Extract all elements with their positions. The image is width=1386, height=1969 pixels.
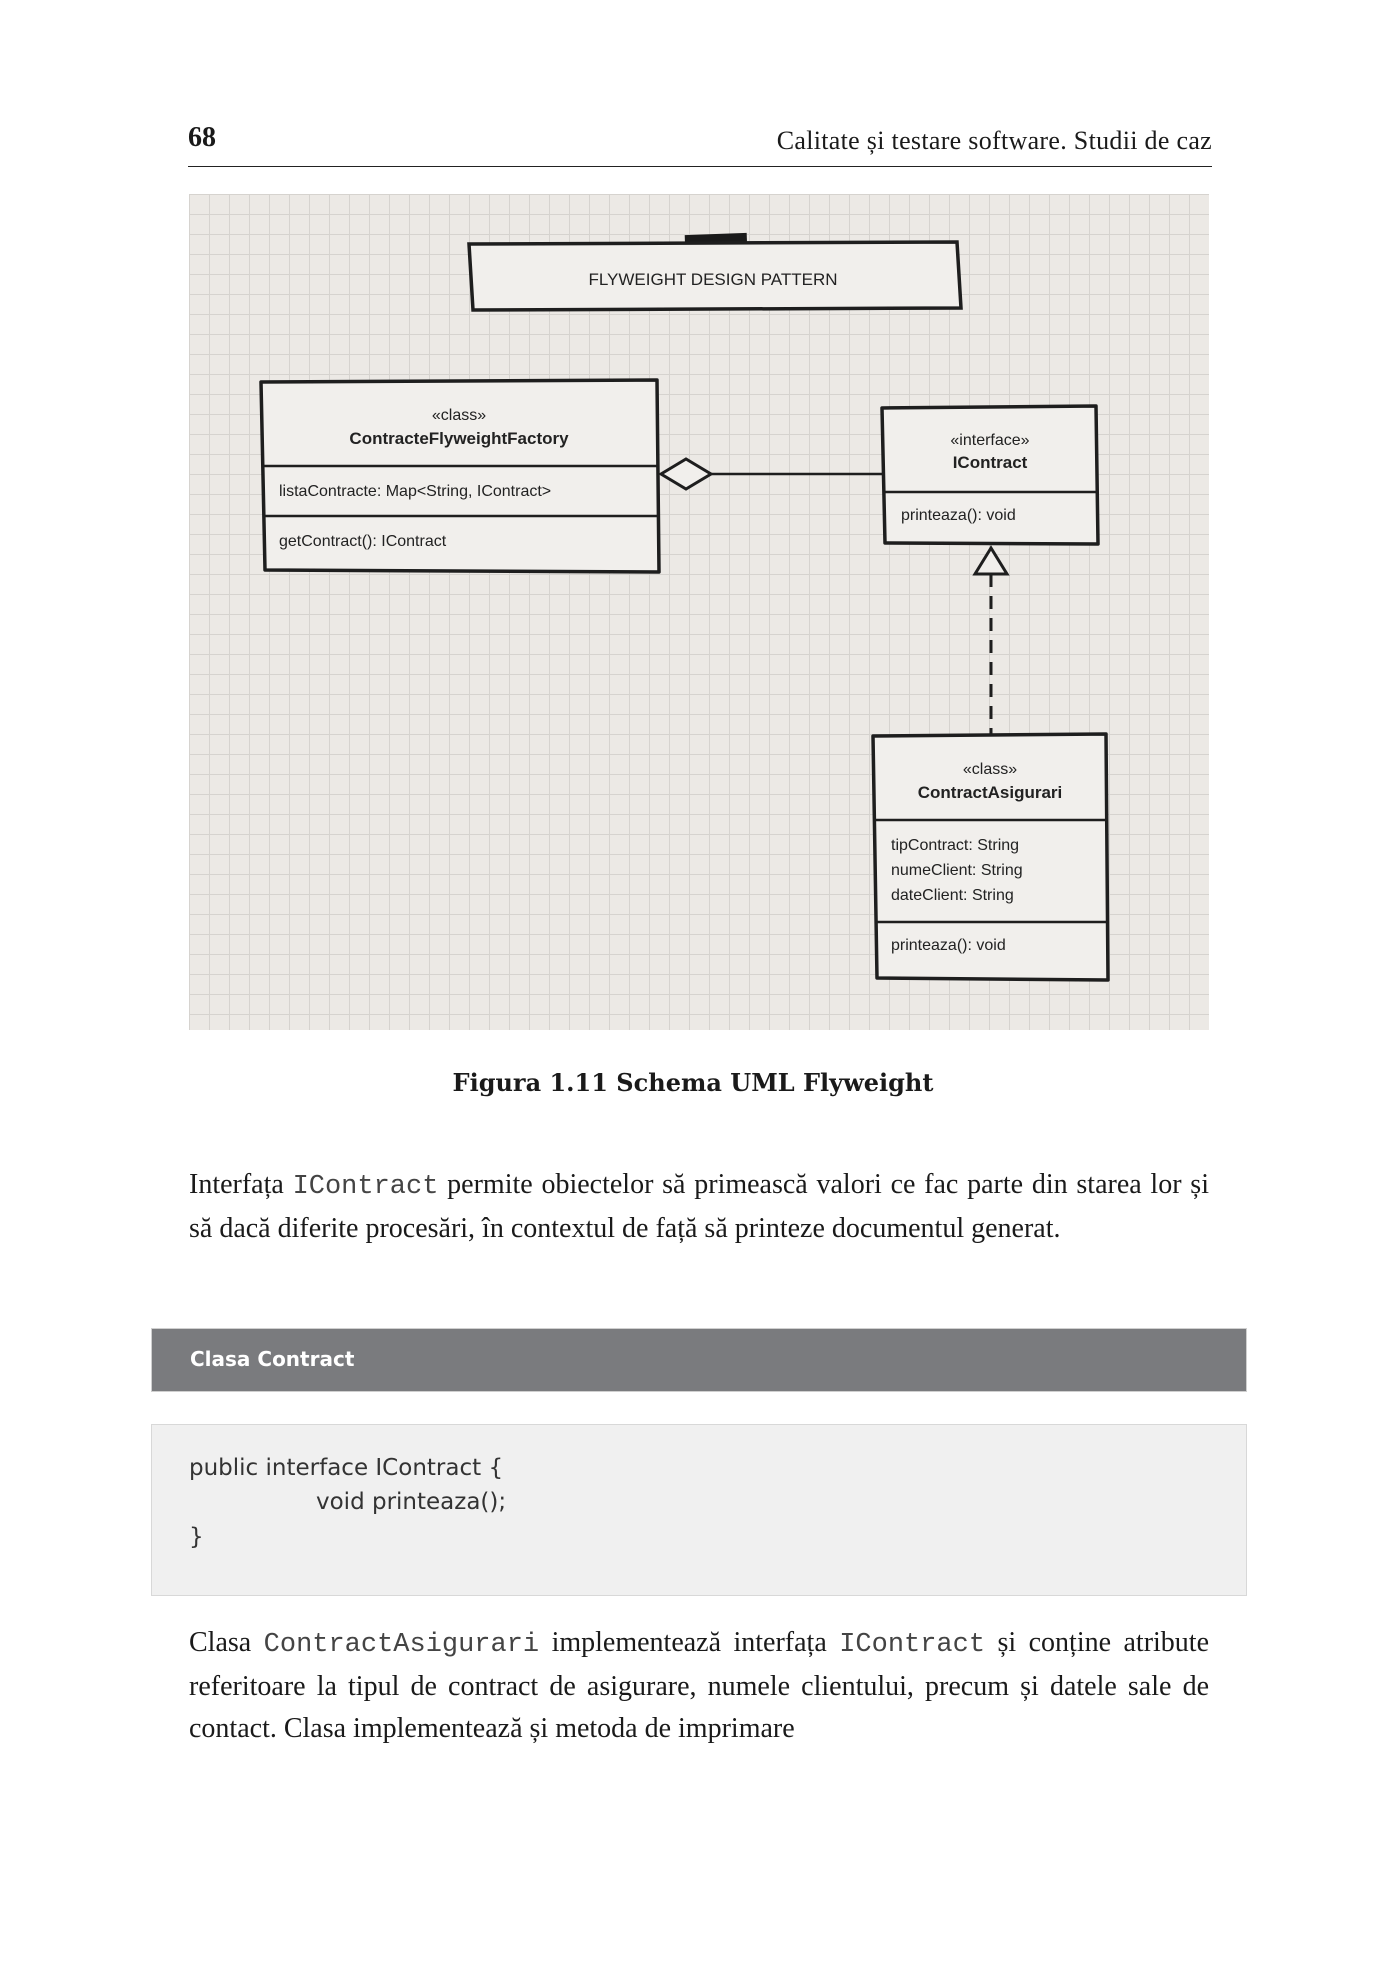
aggregation-diamond (661, 459, 711, 489)
figure-caption: Figura 1.11 Schema UML Flyweight (452, 1068, 934, 1097)
code-block-header (151, 1328, 1247, 1392)
para-text: implementează interfața (539, 1627, 840, 1658)
page-number: 68 (188, 122, 216, 153)
inline-code: ContractAsigurari (263, 1630, 540, 1660)
page-header (188, 118, 1212, 167)
interface-stereotype: «interface» (950, 432, 1030, 449)
concrete-stereotype: «class» (962, 761, 1018, 778)
interface-name: IContract (952, 453, 1028, 472)
code-line: } (189, 1524, 204, 1550)
uml-figure (189, 194, 1209, 1030)
aggregation-association (661, 459, 886, 489)
code-line: public interface IContract { (189, 1455, 504, 1481)
diagram-title-box (469, 233, 961, 310)
factory-name: ContracteFlyweightFactory (349, 429, 569, 448)
inline-code: IContract (839, 1630, 986, 1660)
factory-stereotype: «class» (431, 407, 487, 424)
code-block-title: Clasa Contract (190, 1347, 355, 1371)
concrete-name: ContractAsigurari (917, 783, 1063, 802)
factory-class-box (261, 380, 659, 572)
concrete-method: printeaza(): void (891, 937, 1006, 954)
para-text: Clasa (189, 1627, 264, 1658)
diagram-title: FLYWEIGHT DESIGN PATTERN (588, 270, 838, 289)
factory-method: getContract(): IContract (279, 533, 447, 550)
para-text: Interfața (189, 1169, 293, 1200)
factory-attribute: listaContracte: Map<String, IContract> (279, 483, 552, 500)
code-line: void printeaza(); (316, 1489, 507, 1515)
interface-box (882, 406, 1098, 544)
interface-method: printeaza(): void (901, 507, 1016, 524)
concrete-attribute: tipContract: String (891, 837, 1020, 854)
para-text: și conține atribute referitoare la tipul de contract de asigurare, numele clientului, precum și datele sale de contact. Clasa implementează și metoda de imprimare (189, 1627, 1210, 1744)
paragraph-contract-asigurari (189, 1622, 1209, 1750)
realization-arrowhead (975, 548, 1007, 574)
concrete-attribute: numeClient: String (891, 862, 1023, 879)
running-title: Calitate și testare software. Studii de caz (776, 126, 1212, 155)
uml-diagram (189, 194, 1209, 1030)
paragraph-interface (189, 1164, 1209, 1250)
code-block (151, 1424, 1247, 1596)
realization-relationship (975, 548, 1007, 736)
para-text: permite obiectelor să primească valori ce fac parte din starea lor și să dacă diferite procesări, în contextul de față să printeze documentul generat. (189, 1169, 1209, 1244)
inline-code: IContract (292, 1172, 439, 1202)
concrete-attribute: dateClient: String (891, 887, 1014, 904)
concrete-class-box (873, 734, 1108, 980)
